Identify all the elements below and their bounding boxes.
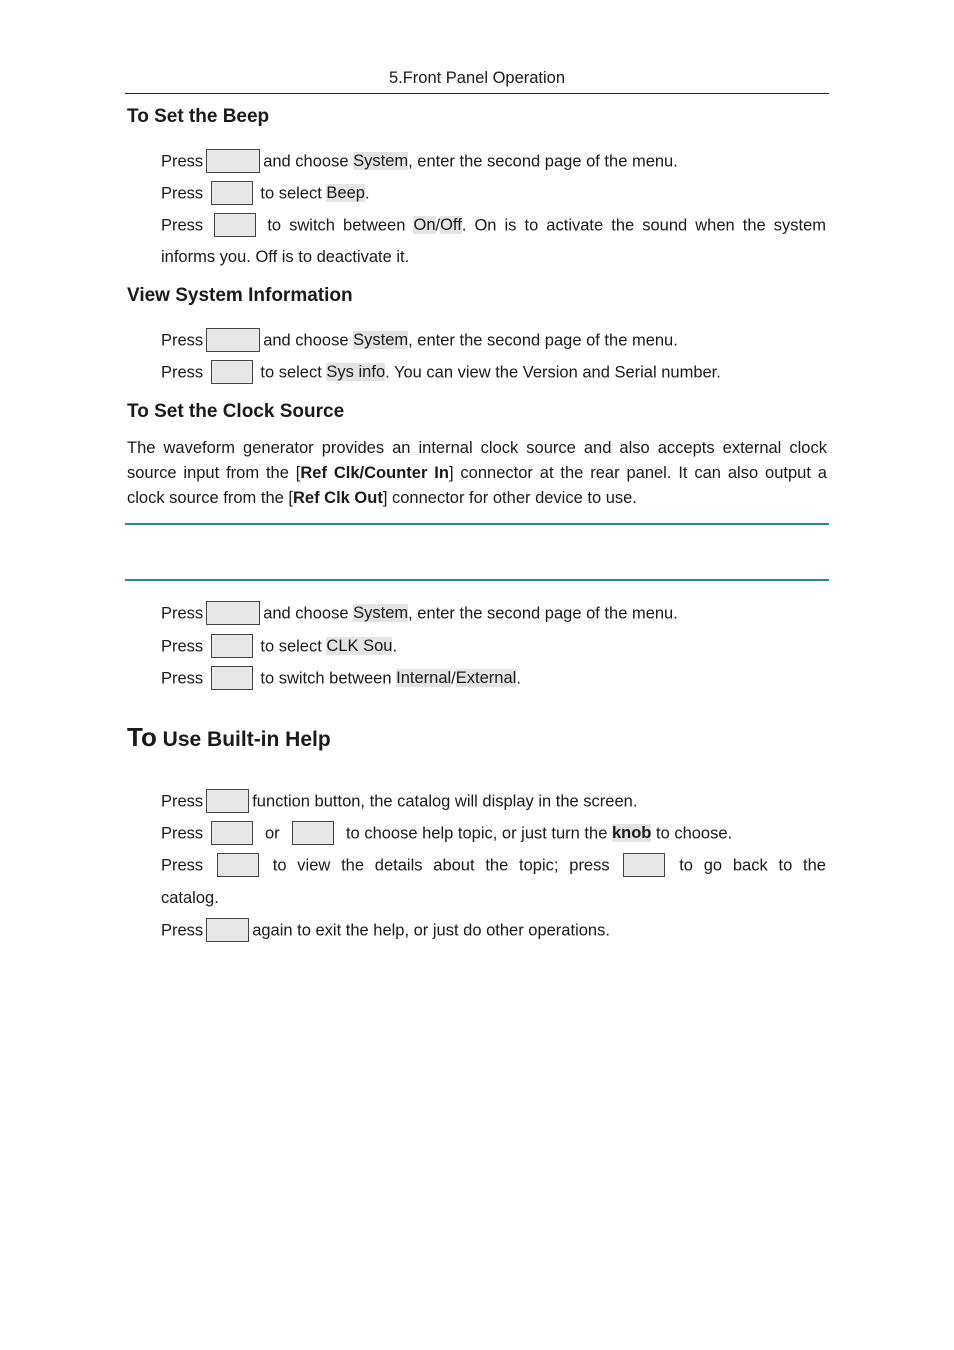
beep-step-1: Press and choose System, enter the second page of the menu. <box>161 149 678 173</box>
help-step-1: Press function button, the catalog will display in the screen. <box>161 789 637 813</box>
menu-option-sys-info: Sys info <box>326 363 386 382</box>
page-header: 5.Front Panel Operation <box>388 69 566 87</box>
sysinfo-step-2: Press to select Sys info. You can view the Version and Serial number. <box>161 360 721 384</box>
option-on: On <box>413 216 436 235</box>
clock-step-3: Press to switch between Internal/External. <box>161 666 521 690</box>
menu-option-system: System <box>353 604 409 623</box>
sysinfo-step-1: Press and choose System, enter the second page of the menu. <box>161 328 678 352</box>
beep-step-3-cont: informs you. Off is to deactivate it. <box>161 248 410 266</box>
help-step-2: Press or to choose help topic, or just turn the knob to choose. <box>161 821 732 845</box>
menu-softkey-button[interactable] <box>214 213 256 237</box>
section-heading-help: To Use Built-in Help <box>127 722 331 752</box>
option-off: Off <box>440 216 462 235</box>
option-external: External <box>455 669 517 688</box>
header-rule <box>125 93 829 94</box>
utility-key-button[interactable] <box>206 328 260 352</box>
menu-softkey-button[interactable] <box>211 181 253 205</box>
clock-step-2: Press to select CLK Sou. <box>161 634 397 658</box>
knob-label: knob <box>611 824 652 843</box>
utility-key-button[interactable] <box>206 149 260 173</box>
help-key-button[interactable] <box>206 789 249 813</box>
menu-softkey-button[interactable] <box>211 666 253 690</box>
menu-option-beep: Beep <box>326 184 365 203</box>
utility-key-button[interactable] <box>206 601 260 625</box>
menu-softkey-select-button[interactable] <box>217 853 259 877</box>
menu-option-clk-sou: CLK Sou <box>326 637 393 656</box>
menu-softkey-up-button[interactable] <box>211 821 253 845</box>
menu-option-system: System <box>353 152 409 171</box>
section-heading-clock: To Set the Clock Source <box>127 401 345 422</box>
connector-ref-clk-out: Ref Clk Out <box>292 489 383 507</box>
help-step-3-cont: catalog. <box>161 889 219 907</box>
clock-step-1: Press and choose System, enter the second page of the menu. <box>161 601 678 625</box>
menu-option-system: System <box>353 331 409 350</box>
help-step-4: Press again to exit the help, or just do other operations. <box>161 918 610 942</box>
section-heading-sysinfo: View System Information <box>127 285 353 306</box>
menu-softkey-back-button[interactable] <box>623 853 665 877</box>
menu-softkey-button[interactable] <box>211 360 253 384</box>
note-box-bottom-rule <box>125 579 829 581</box>
help-step-3: Press to view the details about the topic; press to go back to the <box>161 853 826 877</box>
beep-step-3: Press to switch between On/Off. On is to activate the sound when the system <box>161 213 826 237</box>
menu-softkey-button[interactable] <box>211 634 253 658</box>
menu-softkey-down-button[interactable] <box>292 821 334 845</box>
beep-step-2: Press to select Beep. <box>161 181 370 205</box>
note-box-top-rule <box>125 523 829 525</box>
connector-ref-clk-counter-in: Ref Clk/Counter In <box>300 464 449 482</box>
clock-description: The waveform generator provides an internal clock source and also accepts external clock source input from the [Ref Clk/Counter In] connector at the rear panel. It can also output a clock source from the [Ref Clk Out] connector for other device to use. <box>127 439 827 507</box>
option-internal: Internal <box>396 669 452 688</box>
help-key-button[interactable] <box>206 918 249 942</box>
section-heading-beep: To Set the Beep <box>127 106 270 127</box>
